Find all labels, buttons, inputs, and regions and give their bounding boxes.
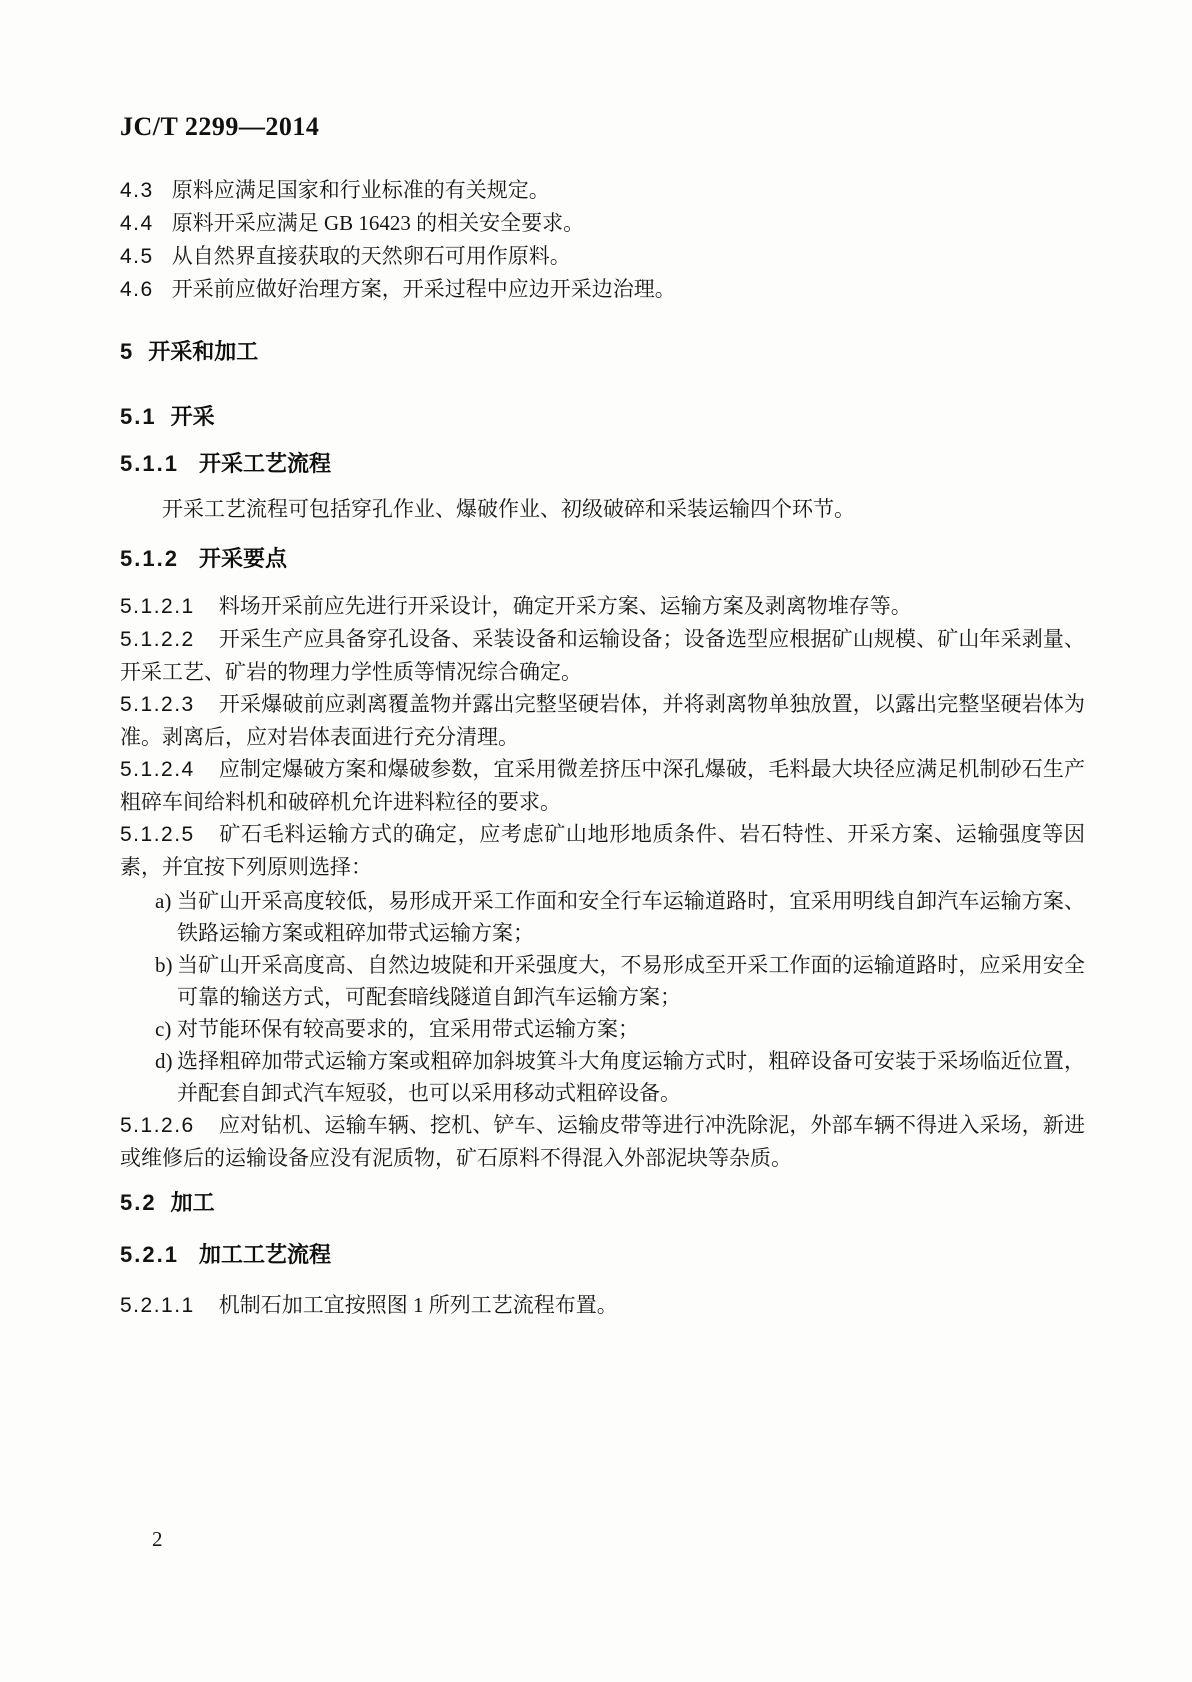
clause-number: 5.1.2.3 [120, 693, 195, 716]
clause-item [120, 688, 1085, 753]
clause-item [120, 1289, 1085, 1322]
section-number: 5.2 [120, 1190, 157, 1215]
clause-item [120, 623, 1085, 688]
list-item [120, 1013, 1085, 1045]
clause-number: 4.3 [120, 179, 154, 202]
clause-item [120, 174, 1085, 207]
clause-number: 4.5 [120, 245, 154, 268]
list-item [120, 885, 1085, 949]
list-text: 当矿山开采高度高、自然边坡陡和开采强度大，不易形成至开采工作面的运输道路时，应采用安全可靠的输送方式，可配套暗线隧道自卸汽车运输方案； [177, 953, 1085, 1009]
clause-text: 料场开采前应先进行开采设计，确定开采方案、运输方案及剥离物堆存等。 [218, 594, 912, 618]
ordered-list-a-d [120, 885, 1085, 1109]
clause-item [120, 273, 1085, 306]
clause-text: 应制定爆破方案和爆破参数，宜采用微差挤压中深孔爆破，毛料最大块径应满足机制砂石生产粗碎车间给料机和破碎机允许进料粒径的要求。 [120, 757, 1085, 814]
section-number: 5.1.1 [120, 451, 179, 476]
section-title: 开采工艺流程 [198, 451, 331, 476]
list-text: 选择粗碎加带式运输方案或粗碎加斜坡箕斗大角度运输方式时，粗碎设备可安装于采场临近位置，并配套自卸式汽车短驳，也可以采用移动式粗碎设备。 [177, 1049, 1085, 1105]
clause-5-1-2-block [120, 590, 1085, 883]
section-title: 开采 [170, 404, 215, 429]
list-marker: c) [155, 1017, 172, 1041]
list-marker: b) [155, 953, 173, 977]
clause-item [120, 1109, 1085, 1174]
section-5-1-2-heading [120, 542, 1085, 576]
clause-item [120, 753, 1085, 818]
section-5-heading [120, 335, 1085, 369]
section-title: 加工工艺流程 [198, 1242, 331, 1267]
list-marker: d) [155, 1049, 173, 1073]
clause-text: 原料应满足国家和行业标准的有关规定。 [171, 178, 550, 202]
page-number: 2 [152, 1527, 163, 1551]
clause-text: 开采爆破前应剥离覆盖物并露出完整坚硬岩体，并将剥离物单独放置，以露出完整坚硬岩体为准。剥离后，应对岩体表面进行充分清理。 [120, 692, 1085, 749]
clause-4-block [120, 174, 1085, 306]
list-text: 对节能环保有较高要求的，宜采用带式运输方案； [177, 1017, 639, 1041]
document-code-header: JC/T 2299—2014 [120, 112, 320, 141]
clause-text: 矿石毛料运输方式的确定，应考虑矿山地形地质条件、岩石特性、开采方案、运输强度等因素，并宜按下列原则选择： [120, 822, 1085, 879]
clause-number: 5.1.2.2 [120, 628, 195, 651]
clause-text: 机制石加工宜按照图 1 所列工艺流程布置。 [218, 1293, 618, 1317]
section-number: 5.1.2 [120, 546, 179, 571]
clause-number: 5.1.2.5 [120, 823, 195, 846]
clause-text: 开采生产应具备穿孔设备、采装设备和运输设备；设备选型应根据矿山规模、矿山年采剥量、开采工艺、矿岩的物理力学性质等情况综合确定。 [120, 627, 1085, 684]
clause-item [120, 818, 1085, 883]
section-5-1-1-heading [120, 447, 1085, 481]
clause-number: 4.4 [120, 212, 154, 235]
clause-text: 开采前应做好治理方案，开采过程中应边开采边治理。 [171, 277, 676, 301]
section-5-2-heading [120, 1186, 1085, 1220]
section-number: 5.2.1 [120, 1242, 179, 1267]
clause-number: 4.6 [120, 278, 154, 301]
clause-item [120, 240, 1085, 273]
clause-text: 应对钻机、运输车辆、挖机、铲车、运输皮带等进行冲洗除泥，外部车辆不得进入采场，新进或维修后的运输设备应没有泥质物，矿石原料不得混入外部泥块等杂质。 [120, 1113, 1085, 1170]
clause-text: 原料开采应满足 GB 16423 的相关安全要求。 [171, 211, 585, 235]
list-item [120, 1045, 1085, 1109]
section-5-2-1-heading [120, 1238, 1085, 1272]
list-marker: a) [155, 889, 172, 913]
clause-number: 5.2.1.1 [120, 1294, 195, 1317]
section-5-1-heading [120, 400, 1085, 434]
clause-number: 5.1.2.1 [120, 595, 195, 618]
section-number: 5.1 [120, 404, 157, 429]
intro-paragraph: 开采工艺流程可包括穿孔作业、爆破作业、初级破碎和采装运输四个环节。 [162, 497, 855, 521]
section-title: 开采和加工 [148, 339, 259, 364]
clause-number: 5.1.2.6 [120, 1114, 195, 1137]
section-title: 开采要点 [198, 546, 287, 571]
section-number: 5 [120, 339, 135, 364]
clause-text: 从自然界直接获取的天然卵石可用作原料。 [171, 244, 571, 268]
clause-number: 5.1.2.4 [120, 758, 195, 781]
clause-item [120, 207, 1085, 240]
list-text: 当矿山开采高度较低，易形成开采工作面和安全行车运输道路时，宜采用明线自卸汽车运输方案、铁路运输方案或粗碎加带式运输方案； [177, 889, 1085, 945]
list-item [120, 949, 1085, 1013]
section-title: 加工 [170, 1190, 215, 1215]
clause-item [120, 590, 1085, 623]
